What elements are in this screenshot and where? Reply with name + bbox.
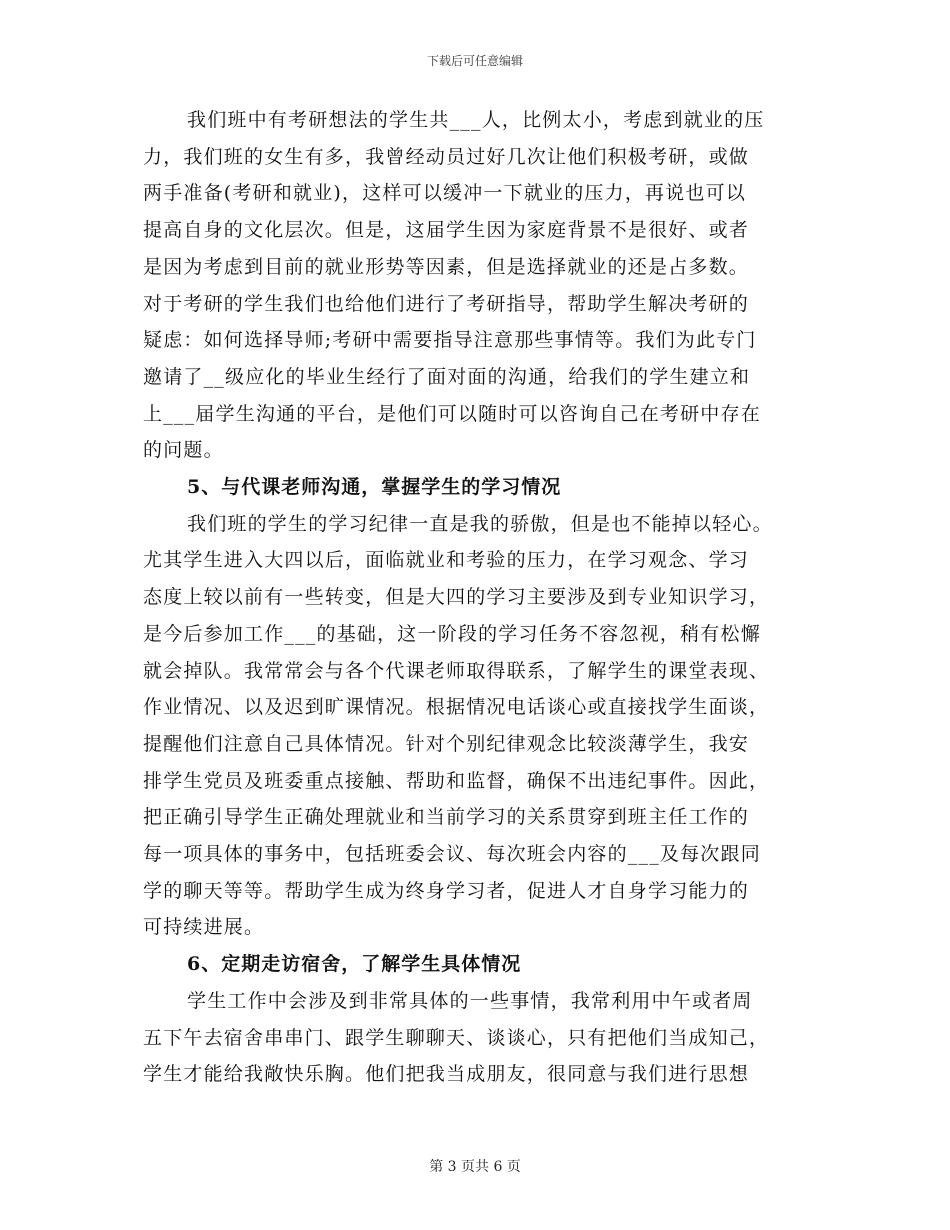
text-line: 就会掉队。我常常会与各个代课老师取得联系，了解学生的课堂表现、 <box>143 659 770 682</box>
text-line: 是因为考虑到目前的就业形势等因素，但是选择就业的还是占多数。 <box>143 255 750 278</box>
text-line: 上___届学生沟通的平台，是他们可以随时可以咨询自己在考研中存在 <box>143 402 761 425</box>
paragraph-learning-discipline <box>143 506 811 946</box>
page-header: 下载后可任意编辑 <box>426 54 523 68</box>
text-line: 每一项具体的事务中，包括班委会议、每次班会内容的___及每次跟同 <box>143 843 761 866</box>
text-line: 是今后参加工作___的基础，这一阶段的学习任务不容忽视，稍有松懈 <box>143 622 761 645</box>
text-line: 态度上较以前有一些转变，但是大四的学习主要涉及到专业知识学习， <box>143 586 770 609</box>
section-heading-6: 6、定期走访宿舍，了解学生具体情况 <box>187 953 522 976</box>
text-line: 学生工作中会涉及到非常具体的一些事情，我常利用中午或者周 <box>187 989 753 1012</box>
text-line: 邀请了__级应化的毕业生经行了面对面的沟通，给我们的学生建立和 <box>143 365 751 388</box>
text-line: 可持续进展。 <box>143 916 265 939</box>
page-footer: 第 3 页共 6 页 <box>429 1159 521 1175</box>
text-line: 我们班中有考研想法的学生共___人，比例太小，考虑到就业的压 <box>187 109 765 131</box>
paragraph-graduate-study <box>143 102 811 469</box>
text-line: 我们班的学生的学习纪律一直是我的骄傲，但是也不能掉以轻心。 <box>187 512 773 535</box>
text-line: 排学生党员及班委重点接触、帮助和监督，确保不出违纪事件。因此， <box>143 769 770 792</box>
text-line: 把正确引导学生正确处理就业和当前学习的关系贯穿到班主任工作的 <box>143 806 750 829</box>
text-line: 两手准备(考研和就业)，这样可以缓冲一下就业的压力，再说也可以 <box>143 182 747 205</box>
text-line: 作业情况、以及迟到旷课情况。根据情况电话谈心或直接找学生面谈， <box>143 696 770 719</box>
text-line: 尤其学生进入大四以后，面临就业和考验的压力，在学习观念、学习 <box>143 549 750 572</box>
text-line: 五下午去宿舍串串门、跟学生聊聊天、谈谈心，只有把他们当成知己， <box>143 1026 770 1049</box>
paragraph-dorm-visits <box>143 983 811 1093</box>
text-line: 力，我们班的女生有多，我曾经动员过好几次让他们积极考研，或做 <box>143 145 750 168</box>
text-line: 疑虑：如何选择导师;考研中需要指导注意那些事情等。我们为此专门 <box>143 329 757 352</box>
document-body <box>143 102 811 1093</box>
section-heading-5: 5、与代课老师沟通，掌握学生的学习情况 <box>187 476 562 499</box>
text-line: 学生才能给我敞快乐胸。他们把我当成朋友，很同意与我们进行思想 <box>143 1063 750 1086</box>
text-line: 提高自身的文化层次。但是，这届学生因为家庭背景不是很好、或者 <box>143 219 750 242</box>
text-line: 对于考研的学生我们也给他们进行了考研指导，帮助学生解决考研的 <box>143 292 750 315</box>
text-line: 的问题。 <box>143 439 224 462</box>
text-line: 提醒他们注意自己具体情况。针对个别纪律观念比较淡薄学生，我安 <box>143 732 750 755</box>
text-line: 学的聊天等等。帮助学生成为终身学习者，促进人才自身学习能力的 <box>143 879 750 902</box>
